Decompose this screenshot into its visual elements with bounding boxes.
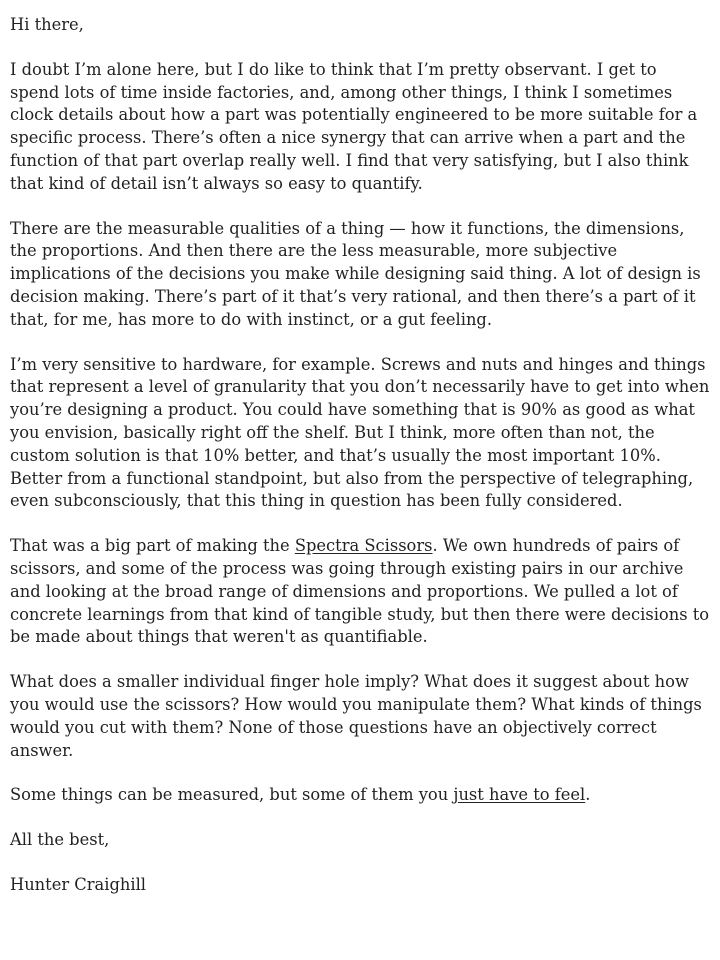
letter-paragraph-questions: What does a smaller individual finger hole imply? What does it suggest about how you would use the scissors? How would you manipulate them? What kinds of things would you cut with them? None of those questions have an objectively correct answer.	[10, 672, 702, 760]
letter-signature: Hunter Craighill	[10, 874, 146, 894]
letter-paragraph-measurable: There are the measurable qualities of a thing — how it functions, the dimensions, the proportions. And then there are the less measurable, more subjective implications of the decisions you make while designing said thing. A lot of design is decision making. There’s part of it that’s very rational, and then there’s a part of it that, for me, has more to do with instinct, or a gut feeling.	[10, 218, 701, 329]
feel-text-before: Some things can be measured, but some of them you	[10, 785, 454, 805]
scissors-text-after: . We own hundreds of pairs of scissors, and some of the process was going through existing pairs in our archive and looking at the broad range of dimensions and proportions. We pulled a lot of concrete learnings from that kind of tangible study, but then there were decisions to be made about things that weren't as quantifiable.	[10, 536, 710, 647]
feel-text-after: .	[585, 785, 591, 805]
letter-paragraph-scissors	[10, 535, 710, 649]
just-have-to-feel-link[interactable]: just have to feel	[453, 785, 586, 805]
letter-signoff: All the best,	[10, 830, 110, 850]
spectra-scissors-link[interactable]: Spectra Scissors	[294, 536, 433, 556]
letter-greeting: Hi there,	[10, 15, 84, 34]
scissors-text-before: That was a big part of making the	[10, 536, 295, 556]
letter-paragraph-hardware: I’m very sensitive to hardware, for example. Screws and nuts and hinges and things that represent a level of granularity that you don’t necessarily have to get into when you’re designing a product. You could have something that is 90% as good as what you envision, basically right off the shelf. But I think, more often than not, the custom solution is that 10% better, and that’s usually the most important 10%. Better from a functional standpoint, but also from the perspective of telegraphing, even subconsciously, that this thing in question has been fully considered.	[10, 354, 710, 511]
letter-paragraph-feel	[10, 784, 710, 807]
letter-paragraph-observant: I doubt I’m alone here, but I do like to think that I’m pretty observant. I get to spend lots of time inside factories, and, among other things, I think I sometimes clock details about how a part was potentially engineered to be more suitable for a specific process. There’s often a nice synergy that can arrive when a part and the function of that part overlap really well. I find that very satisfying, but I also think that kind of detail isn’t always so easy to quantify.	[10, 59, 698, 193]
